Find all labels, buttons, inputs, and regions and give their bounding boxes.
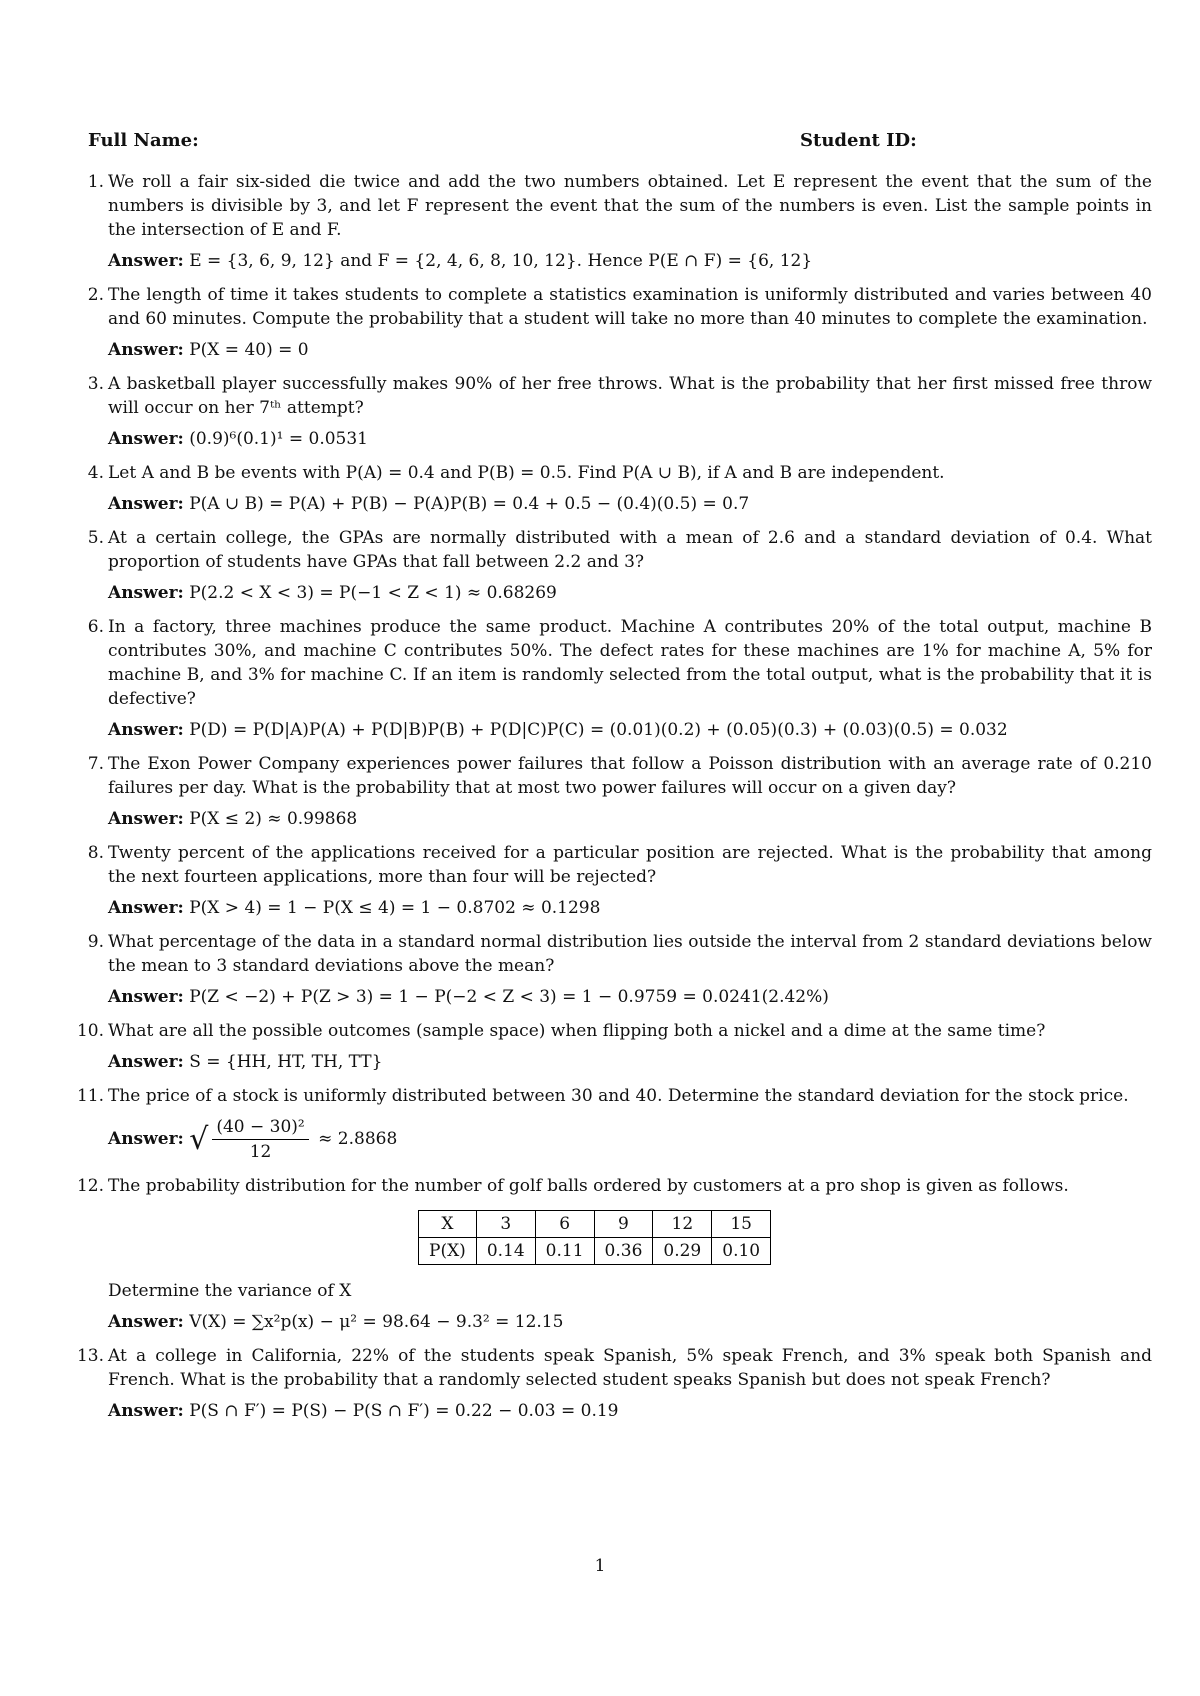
question-text: At a college in California, 22% of the students speak Spanish, 5% speak French, and 3% speak both Spanish and French. What is the probability that a randomly selected student speaks Spanish but does not speak French? (108, 1346, 1152, 1390)
question-text: In a factory, three machines produce the same product. Machine A contributes 20% of the total output, machine B contributes 30%, and machine C contributes 50%. The defect rates for these machines are 1% for machine A, 5% for machine B, and 3% for machine C. If an item is randomly selected from the total output, what is the probability that it is defective? (108, 617, 1152, 709)
answer-label: Answer: (108, 340, 184, 360)
question-12 (76, 1174, 1152, 1334)
question-number: 7. (87, 754, 104, 774)
table-cell: 0.10 (712, 1238, 771, 1265)
question-text: The Exon Power Company experiences power failures that follow a Poisson distribution with an average rate of 0.210 failures per day. What is the probability that at most two power failures will occur on a given day? (108, 754, 1152, 798)
table-header-p: P(X) (419, 1238, 477, 1265)
answer-label: Answer: (108, 429, 184, 449)
table-header-x: X (419, 1211, 477, 1238)
answer-label: Answer: (108, 1312, 184, 1332)
table-cell: 0.11 (535, 1238, 594, 1265)
answer-line (108, 1115, 1152, 1164)
table-cell: 3 (476, 1211, 535, 1238)
table-cell: 0.36 (594, 1238, 653, 1265)
question-text: At a certain college, the GPAs are normally distributed with a mean of 2.6 and a standard deviation of 0.4. What proportion of students have GPAs that fall between 2.2 and 3? (108, 528, 1152, 572)
question-10 (76, 1019, 1152, 1074)
question-number: 9. (87, 932, 104, 952)
question-number: 2. (87, 285, 104, 305)
full-name-label: Full Name: (88, 130, 199, 151)
answer-line (108, 492, 1152, 516)
question-text: We roll a fair six-sided die twice and add the two numbers obtained. Let E represent the event that the sum of the numbers is divisible by 3, and let F represent the event that the sum of the numbers is even. List the sample points in the intersection of E and F. (108, 172, 1152, 240)
question-number: 11. (76, 1086, 104, 1106)
table-cell: 12 (653, 1211, 712, 1238)
question-number: 6. (87, 617, 104, 637)
answer-line (108, 718, 1152, 742)
fraction (212, 1115, 308, 1164)
distribution-table (418, 1210, 771, 1265)
question-text: A basketball player successfully makes 90% of her free throws. What is the probability that her first missed free throw will occur on her 7ᵗʰ attempt? (108, 374, 1152, 418)
table-cell: 9 (594, 1211, 653, 1238)
question-text: What percentage of the data in a standard normal distribution lies outside the interval from 2 standard deviations below the mean to 3 standard deviations above the mean? (108, 932, 1152, 976)
answer-text: V(X) = ∑x²p(x) − μ² = 98.64 − 9.3² = 12.15 (189, 1312, 564, 1332)
answer-line (108, 1050, 1152, 1074)
answer-line (108, 581, 1152, 605)
question-number: 5. (87, 528, 104, 548)
answer-label: Answer: (108, 494, 184, 514)
answer-text: P(S ∩ F′) = P(S) − P(S ∩ F′) = 0.22 − 0.03 = 0.19 (189, 1401, 619, 1421)
question-6 (80, 615, 1152, 742)
table-cell: 0.14 (476, 1238, 535, 1265)
answer-text: P(X = 40) = 0 (189, 340, 309, 360)
answer-label: Answer: (108, 809, 184, 829)
answer-label: Answer: (108, 720, 184, 740)
answer-text: P(A ∪ B) = P(A) + P(B) − P(A)P(B) = 0.4 + 0.5 − (0.4)(0.5) = 0.7 (189, 494, 750, 514)
question-subtext: Determine the variance of X (108, 1281, 352, 1301)
question-text: What are all the possible outcomes (sample space) when flipping both a nickel and a dime at the same time? (108, 1021, 1046, 1041)
answer-text: S = {HH, HT, TH, TT} (189, 1052, 383, 1072)
answer-line (108, 896, 1152, 920)
answer-line (108, 985, 1152, 1009)
question-number: 3. (87, 374, 104, 394)
table-row-p (419, 1238, 771, 1265)
question-11 (76, 1084, 1152, 1164)
answer-line (108, 1399, 1152, 1423)
answer-text: P(D) = P(D|A)P(A) + P(D|B)P(B) + P(D|C)P(C) = (0.01)(0.2) + (0.05)(0.3) + (0.03)(0.5) = 0.032 (189, 720, 1008, 740)
question-text: The length of time it takes students to complete a statistics examination is uniformly distributed and varies between 40 and 60 minutes. Compute the probability that a student will take no more than 40 minutes to complete the examination. (108, 285, 1152, 329)
question-list (76, 170, 1152, 1433)
answer-label: Answer: (108, 1129, 184, 1149)
question-7 (80, 752, 1152, 831)
question-text: The probability distribution for the number of golf balls ordered by customers at a pro shop is given as follows. (108, 1176, 1069, 1196)
question-number: 8. (87, 843, 104, 863)
answer-result: ≈ 2.8868 (318, 1129, 398, 1149)
answer-label: Answer: (108, 583, 184, 603)
question-text: Twenty percent of the applications received for a particular position are rejected. What is the probability that among the next fourteen applications, more than four will be rejected? (108, 843, 1152, 887)
question-text: Let A and B be events with P(A) = 0.4 and P(B) = 0.5. Find P(A ∪ B), if A and B are independent. (108, 463, 945, 483)
answer-label: Answer: (108, 1052, 184, 1072)
answer-text: P(X > 4) = 1 − P(X ≤ 4) = 1 − 0.8702 ≈ 0.1298 (189, 898, 601, 918)
answer-text: P(Z < −2) + P(Z > 3) = 1 − P(−2 < Z < 3) = 1 − 0.9759 = 0.0241(2.42%) (189, 987, 829, 1007)
fraction-numerator: (40 − 30)² (212, 1115, 308, 1140)
question-1 (80, 170, 1152, 273)
answer-line (108, 807, 1152, 831)
table-cell: 0.29 (653, 1238, 712, 1265)
answer-line (108, 427, 1152, 451)
question-number: 1. (87, 172, 104, 192)
answer-text: E = {3, 6, 9, 12} and F = {2, 4, 6, 8, 10, 12}. Hence P(E ∩ F) = {6, 12} (189, 251, 813, 271)
question-number: 4. (87, 463, 104, 483)
fraction-denominator: 12 (249, 1142, 272, 1162)
answer-text: P(X ≤ 2) ≈ 0.99868 (189, 809, 358, 829)
answer-line (108, 338, 1152, 362)
question-13 (76, 1344, 1152, 1423)
answer-label: Answer: (108, 251, 184, 271)
table-cell: 6 (535, 1211, 594, 1238)
answer-label: Answer: (108, 987, 184, 1007)
question-3 (80, 372, 1152, 451)
table-row-x (419, 1211, 771, 1238)
answer-text: P(2.2 < X < 3) = P(−1 < Z < 1) ≈ 0.68269 (189, 583, 557, 603)
page-number: 1 (594, 1556, 606, 1576)
question-number: 12. (76, 1176, 104, 1196)
answer-text: (0.9)⁶(0.1)¹ = 0.0531 (189, 429, 368, 449)
question-5 (80, 526, 1152, 605)
question-8 (80, 841, 1152, 920)
square-root-icon: √ (189, 1121, 209, 1157)
question-text: The price of a stock is uniformly distributed between 30 and 40. Determine the standard deviation for the stock price. (108, 1086, 1129, 1106)
question-9 (80, 930, 1152, 1009)
question-2 (80, 283, 1152, 362)
student-id-label: Student ID: (800, 130, 917, 151)
table-cell: 15 (712, 1211, 771, 1238)
answer-label: Answer: (108, 1401, 184, 1421)
question-4 (80, 461, 1152, 516)
answer-line (108, 249, 1152, 273)
answer-line (108, 1310, 1152, 1334)
question-number: 10. (76, 1021, 104, 1041)
answer-label: Answer: (108, 898, 184, 918)
question-number: 13. (76, 1346, 104, 1366)
